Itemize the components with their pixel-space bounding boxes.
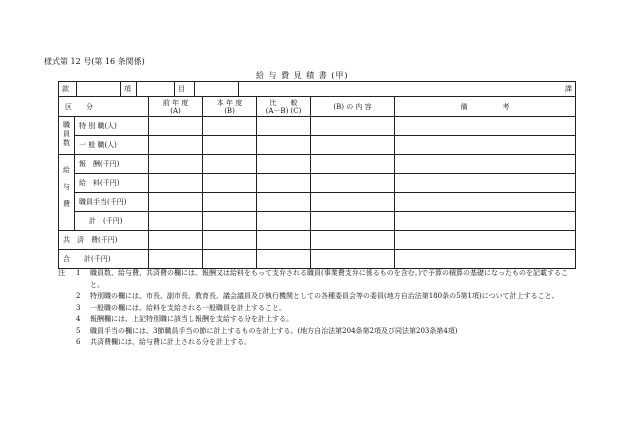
cell[interactable] [257, 155, 311, 174]
cell[interactable] [149, 136, 203, 155]
row-label: 一 般 職(人) [75, 136, 149, 155]
note-item [58, 314, 578, 326]
cell[interactable] [395, 250, 576, 269]
cell[interactable] [311, 136, 395, 155]
diff-header: 比 較 (A－B) (C) [257, 97, 311, 117]
table-row [59, 231, 576, 250]
note-item [58, 291, 578, 303]
note-text: 一般職の欄には、給料を支給される一般職員を計上すること。 [90, 303, 286, 312]
cell[interactable] [149, 117, 203, 136]
row-label: 報 酬(千円) [75, 155, 149, 174]
cell[interactable] [311, 174, 395, 193]
cell[interactable] [311, 193, 395, 212]
table-row [59, 250, 576, 269]
cell[interactable] [257, 193, 311, 212]
row-label: 職員手当(千円) [75, 193, 149, 212]
cell[interactable] [311, 212, 395, 231]
cell[interactable] [257, 117, 311, 136]
header-table [58, 81, 576, 97]
kou-field[interactable] [137, 82, 175, 97]
note-text: 職員手当の欄には、3節職員手当の節に計上するものを計上する。(地方自治法第204条第2項及び同法第203条第4項) [90, 326, 458, 335]
kubun-header: 区 分 [59, 97, 149, 117]
row-label: 給 料(千円) [75, 174, 149, 193]
note-text: 特別職の欄には、市長、副市長、教育長、議会議員及び執行機関としての各種委員会等の委員(地方自治法第180条の5第1項)について計上すること。 [90, 292, 559, 300]
cell[interactable] [203, 117, 257, 136]
note-number: 2 [76, 292, 81, 300]
cell[interactable] [257, 231, 311, 250]
cell[interactable] [203, 136, 257, 155]
ka-label: 課 [239, 82, 576, 97]
note-item [58, 303, 578, 315]
row-label: 合 計(千円) [59, 250, 149, 269]
moku-label: 目 [175, 82, 195, 97]
cell[interactable] [149, 250, 203, 269]
table-row [59, 136, 576, 155]
note-text: 報酬欄には、上記特別職に該当し報酬を支給する分を計上する。 [90, 315, 293, 323]
cell[interactable] [257, 136, 311, 155]
cell[interactable] [203, 212, 257, 231]
note-text: 共済費欄には、給与費に計上される分を計上する。 [90, 338, 251, 346]
content-header: (B) の 内 容 [311, 97, 395, 117]
cell[interactable] [311, 117, 395, 136]
cell[interactable] [395, 155, 576, 174]
kan-label: 款 [59, 82, 77, 97]
note-number: 4 [76, 315, 81, 323]
cell[interactable] [149, 155, 203, 174]
note-number: 3 [76, 303, 81, 312]
cell[interactable] [203, 155, 257, 174]
prev-year-header: 前 年 度 (A) [149, 97, 203, 117]
cell[interactable] [203, 193, 257, 212]
cell[interactable] [203, 174, 257, 193]
cell[interactable] [257, 250, 311, 269]
row-label: 計 (千円) [75, 212, 149, 231]
table-row [59, 155, 576, 174]
note-item [58, 326, 578, 338]
kou-label: 項 [121, 82, 137, 97]
notes-label: 注 [58, 269, 65, 277]
note-item [58, 268, 578, 291]
cell[interactable] [395, 212, 576, 231]
table-row [59, 174, 576, 193]
this-year-header: 本 年 度 (B) [203, 97, 257, 117]
cell[interactable] [395, 174, 576, 193]
budget-table [58, 96, 576, 269]
cell[interactable] [149, 212, 203, 231]
cell[interactable] [203, 231, 257, 250]
table-row [59, 193, 576, 212]
note-number: 6 [76, 338, 81, 346]
note-text: 職員数、給与費、共済費の欄には、報酬又は給料をもって支弁される職員(事業費支弁に係るものを含む。)で予算の積算の基礎になったものを記載すること。 [90, 269, 568, 289]
cell[interactable] [149, 193, 203, 212]
note-item [58, 337, 578, 349]
note-number: 1 [76, 269, 81, 277]
document-title: 給 与 費 見 積 書 (甲) [256, 71, 349, 80]
kan-field[interactable] [77, 82, 121, 97]
cell[interactable] [149, 231, 203, 250]
form-number: 様式第 12 号(第 16 条関係) [44, 57, 145, 66]
table-row [59, 117, 576, 136]
cell[interactable] [311, 231, 395, 250]
row-label: 特 別 職(人) [75, 117, 149, 136]
table-header-row [59, 97, 576, 117]
cell[interactable] [311, 155, 395, 174]
note-number: 5 [76, 326, 81, 335]
cell[interactable] [395, 193, 576, 212]
cell[interactable] [257, 174, 311, 193]
cell[interactable] [149, 174, 203, 193]
cell[interactable] [257, 212, 311, 231]
cell[interactable] [395, 117, 576, 136]
table-row [59, 212, 576, 231]
staff-group-label: 職員数 [59, 117, 75, 155]
cell[interactable] [395, 231, 576, 250]
moku-field[interactable] [195, 82, 239, 97]
cell[interactable] [395, 136, 576, 155]
notes-section [58, 268, 578, 349]
cell[interactable] [311, 250, 395, 269]
row-label: 共 済 費(千円) [59, 231, 149, 250]
cell[interactable] [203, 250, 257, 269]
remarks-header: 備 考 [395, 97, 576, 117]
salary-group-label: 給与費 [59, 155, 75, 231]
